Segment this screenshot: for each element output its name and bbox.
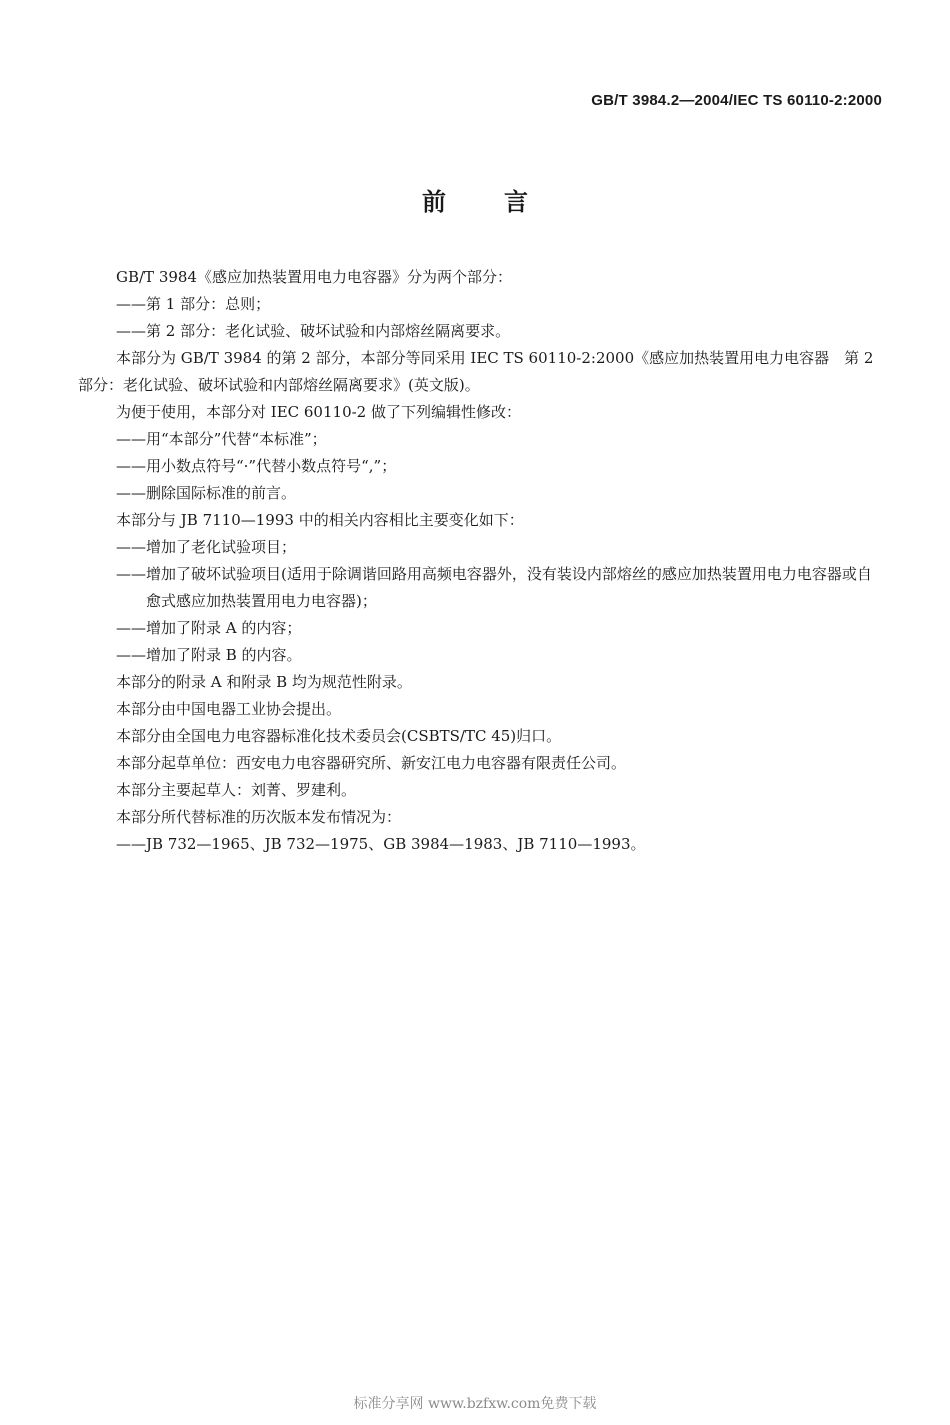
paragraph-history-intro: 本部分所代替标准的历次版本发布情况为： <box>116 808 402 826</box>
list-item-change-4: ——增加了附录 B 的内容。 <box>116 646 302 664</box>
list-item-edit-2: ——用小数点符号“·”代替小数点符号“,”； <box>116 457 397 475</box>
list-item-change-1: ——增加了老化试验项目； <box>116 538 297 556</box>
paragraph-annexes: 本部分的附录 A 和附录 B 均为规范性附录。 <box>116 673 412 691</box>
paragraph-drafters: 本部分主要起草人：刘菁、罗建利。 <box>116 781 357 799</box>
list-item-part1: ——第 1 部分：总则； <box>116 295 271 313</box>
list-item-edit-1: ——用“本部分”代替“本标准”； <box>116 430 327 448</box>
list-item-history: ——JB 732—1965、JB 732—1975、GB 3984—1983、JB 7110—1993。 <box>116 835 646 853</box>
list-item-part2: ——第 2 部分：老化试验、破坏试验和内部熔丝隔离要求。 <box>116 322 511 340</box>
paragraph-centralized-by: 本部分由全国电力电容器标准化技术委员会(CSBTS/TC 45)归口。 <box>116 727 562 745</box>
paragraph-adoption: 本部分为 GB/T 3984 的第 2 部分，本部分等同采用 IEC TS 60110-2:2000《感应加热装置用电力电容器 第 2 部分：老化试验、破坏试验和内部熔丝隔离要求》(英文版)。 <box>78 349 874 394</box>
list-item-edit-3: ——删除国际标准的前言。 <box>116 484 297 502</box>
list-item-change-2: ——增加了破坏试验项目(适用于除调谐回路用高频电容器外，没有装设内部熔丝的感应加热装置用电力电容器或自愈式感应加热装置用电力电容器)； <box>116 565 872 610</box>
paragraph-drafting-units: 本部分起草单位：西安电力电容器研究所、新安江电力电容器有限责任公司。 <box>116 754 627 772</box>
page-title: 前言 <box>422 188 586 216</box>
footer-watermark: 标准分享网 www.bzfxw.com免费下载 <box>353 1396 597 1412</box>
paragraph-parts-intro: GB/T 3984《感应加热装置用电力电容器》分为两个部分： <box>116 268 513 286</box>
list-item-change-3: ——增加了附录 A 的内容； <box>116 619 302 637</box>
standard-code: GB/T 3984.2—2004/IEC TS 60110-2:2000 <box>591 92 882 109</box>
paragraph-changes-intro: 本部分与 JB 7110—1993 中的相关内容相比主要变化如下： <box>116 511 524 529</box>
paragraph-proposed-by: 本部分由中国电器工业协会提出。 <box>116 700 342 718</box>
foreword-body <box>78 264 883 858</box>
paragraph-editorial-intro: 为便于使用，本部分对 IEC 60110-2 做了下列编辑性修改： <box>116 403 521 421</box>
